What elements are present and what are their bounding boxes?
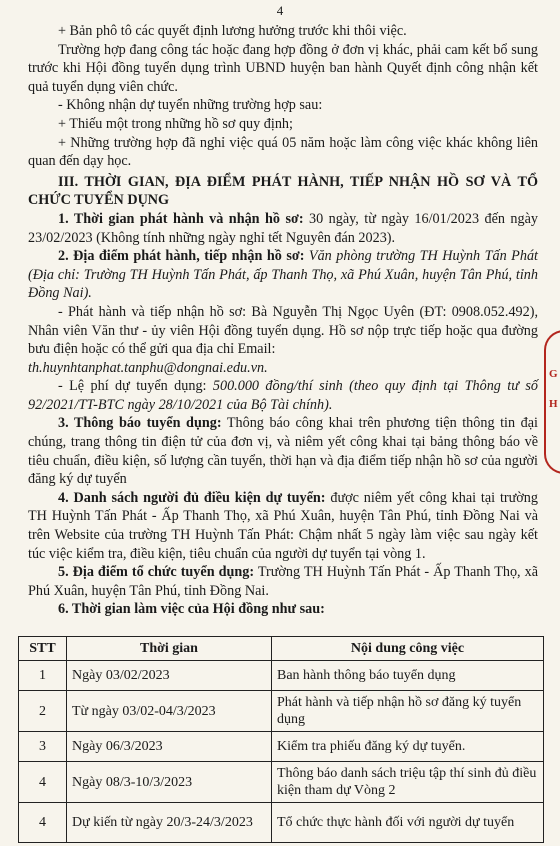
fee-text: 500.000 đồng/thí sinh (theo quy định tại Thông tư số 92/2021/TT-BTC ngày 28/10/2021 của Bộ Tài chính).	[28, 378, 539, 413]
stamp-letter: G	[549, 368, 558, 380]
item-title: 6. Thời gian làm việc của Hội đồng như sau:	[58, 601, 325, 618]
table-row	[19, 732, 544, 762]
table-row	[19, 762, 544, 803]
item-text: Văn phòng trường TH Huỳnh Tấn Phát (Địa chỉ: Trường TH Huỳnh Tấn Phát, ấp Thanh Thọ, xã Phú Xuân, huyện Tân Phú, tỉnh Đồng Nai).	[28, 248, 538, 302]
email-address: th.huynhtanphat.tanphu@dongnai.edu.vn.	[28, 359, 268, 376]
cell-stt: 2	[19, 691, 67, 732]
cell-time: Ngày 03/02/2023	[67, 661, 272, 691]
cell-time: Từ ngày 03/02-04/3/2023	[67, 691, 272, 732]
item-title: 4. Danh sách người đủ điều kiện dự tuyển:	[58, 489, 326, 506]
table-header-row	[19, 637, 544, 661]
item-text: được niêm yết công khai tại trường TH Huỳnh Tấn Phát - Ấp Thanh Thọ, xã Phú Xuân, huyện Tân Phú, tỉnh Đồng Nai và trên Website của trường TH Huỳnh Tấn Phát: Chậm nhất 5 ngày làm việc sau ngày kết túc việc kiểm tra, điều kiện, tiêu chuẩn của người dự tuyển tại vòng 1.	[28, 489, 538, 562]
table-row	[19, 691, 544, 732]
section-heading: III. THỜI GIAN, ĐỊA ĐIỂM PHÁT HÀNH, TIẾP NHẬN HỒ SƠ VÀ TỔ CHỨC TUYỂN DỤNG	[28, 173, 538, 209]
item-6	[28, 600, 538, 619]
item-3	[28, 414, 538, 488]
cell-stt: 3	[19, 732, 67, 762]
cell-content: Thông báo danh sách triệu tập thí sinh đủ điều kiện tham dự Vòng 2	[272, 762, 544, 803]
cell-stt: 4	[19, 803, 67, 843]
item-text: Thông báo công khai trên phương tiện thông tin đại chúng, trang thông tin điện tử của đơn vị, và niêm yết công khai tại bảng thông báo về tiêu chuẩn, điều kiện, số lượng cần tuyển, thời hạn và địa điểm tiếp nhận hồ sơ của người đăng ký dự tuyển	[28, 415, 538, 488]
item-5	[28, 563, 538, 600]
schedule-table	[18, 636, 544, 843]
paragraph: Trường hợp đang công tác hoặc đang hợp đồng ở đơn vị khác, phải cam kết bổ sung trước khi Hội đồng tuyển dụng trình UBND huyện ban hành Quyết định công nhận kết quả tuyển dụng viên chức.	[28, 41, 538, 95]
cell-time: Ngày 06/3/2023	[67, 732, 272, 762]
cell-stt: 1	[19, 661, 67, 691]
item-title: 1. Thời gian phát hành và nhận hồ sơ:	[58, 210, 304, 227]
paragraph: + Những trường hợp đã nghỉ việc quá 05 năm hoặc làm công việc khác không liên quan đến dạy học.	[28, 134, 538, 170]
column-header-content: Nội dung công việc	[272, 637, 544, 661]
item-title: 2. Địa điểm phát hành, tiếp nhận hồ sơ:	[58, 248, 305, 265]
table-row	[19, 661, 544, 691]
item-title: 3. Thông báo tuyển dụng:	[58, 415, 222, 432]
table-row	[19, 803, 544, 843]
item-text: 30 ngày, từ ngày 16/01/2023 đến ngày 23/02/2023 (Không tính những ngày nghỉ tết Nguyên đán 2023).	[28, 210, 539, 246]
column-header-time: Thời gian	[67, 637, 272, 661]
column-header-stt: STT	[19, 637, 67, 661]
item-1	[28, 210, 538, 247]
cell-stt: 4	[19, 762, 67, 803]
cell-content: Phát hành và tiếp nhận hồ sơ đăng ký tuyển dụng	[272, 691, 544, 732]
cell-time: Dự kiến từ ngày 20/3-24/3/2023	[67, 803, 272, 843]
cell-time: Ngày 08/3-10/3/2023	[67, 762, 272, 803]
page-number: 4	[276, 3, 284, 18]
item-title: 5. Địa điểm tổ chức tuyển dụng:	[58, 564, 255, 581]
stamp-letter: H	[549, 398, 558, 410]
document-body	[28, 22, 538, 619]
paragraph: + Bản phô tô các quyết định lương hưởng trước khi thôi việc.	[58, 23, 407, 39]
item-text: - Phát hành và tiếp nhận hồ sơ: Bà Nguyễn Thị Ngọc Uyên (ĐT: 0908.052.492), Nhân viên Văn thư - ủy viên Hội đồng tuyển dụng. Hồ sơ nộp trực tiếp hoặc qua đường bưu điện hoặc có thể gửi qua địa chỉ Email:	[28, 303, 538, 358]
item-4	[28, 489, 538, 563]
item-2-contact	[28, 303, 538, 359]
fee-prefix: - Lệ phí dự tuyển dụng:	[58, 378, 213, 395]
paragraph: - Không nhận dự tuyển những trường hợp sau:	[58, 97, 323, 114]
fee-line	[28, 377, 538, 414]
cell-content: Tổ chức thực hành đối với người dự tuyển	[272, 803, 544, 843]
item-text: Trường TH Huỳnh Tấn Phát - Ấp Thanh Thọ, xã Phú Xuân, huyện Tân Phú, tỉnh Đồng Nai.	[28, 564, 538, 599]
cell-content: Ban hành thông báo tuyển dụng	[272, 661, 544, 691]
paragraph: + Thiếu một trong những hồ sơ quy định;	[58, 115, 293, 132]
item-2	[28, 247, 538, 303]
cell-content: Kiểm tra phiếu đăng ký dự tuyển.	[272, 732, 544, 762]
